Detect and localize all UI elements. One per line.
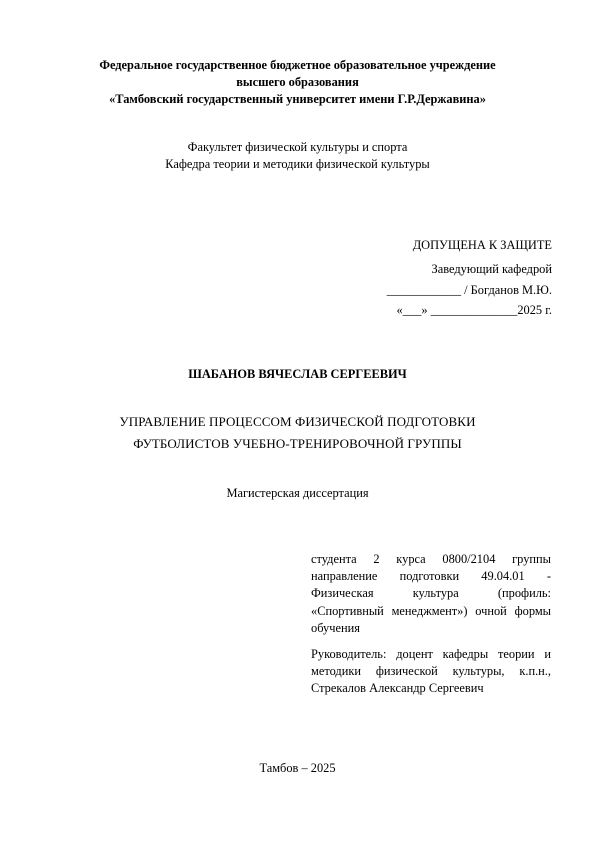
- author-name: ШАБАНОВ ВЯЧЕСЛАВ СЕРГЕЕВИЧ: [188, 367, 407, 381]
- org-name-line-3: «Тамбовский государственный университет имени Г.Р.Державина»: [109, 92, 486, 106]
- faculty-name: Факультет физической культуры и спорта: [187, 140, 408, 154]
- work-type: Магистерская диссертация: [226, 486, 369, 500]
- approval-head-title: Заведующий кафедрой: [431, 262, 552, 276]
- approval-signature-line: ____________ / Богданов М.Ю.: [386, 283, 552, 297]
- org-name-line-1: Федеральное государственное бюджетное образовательное учреждение: [99, 58, 496, 72]
- supervisor-info: Руководитель: доцент кафедры теории и методики физической культуры, к.п.н., Стрекалов Александр Сергеевич: [311, 647, 551, 696]
- approval-heading: ДОПУЩЕНА К ЗАЩИТЕ: [412, 238, 552, 252]
- thesis-title-line-2: ФУТБОЛИСТОВ УЧЕБНО-ТРЕНИРОВОЧНОЙ ГРУППЫ: [133, 436, 462, 451]
- approval-date-line: «___» ______________2025 г.: [396, 303, 552, 317]
- student-info: студента 2 курса 0800/2104 группы направление подготовки 49.04.01 - Физическая культура (профиль: «Спортивный менеджмент») очной формы обучения: [311, 552, 551, 635]
- city-year: Тамбов – 2025: [259, 761, 336, 775]
- thesis-title-line-1: УПРАВЛЕНИЕ ПРОЦЕССОМ ФИЗИЧЕСКОЙ ПОДГОТОВКИ: [119, 414, 476, 429]
- department-name: Кафедра теории и методики физической культуры: [165, 157, 430, 171]
- org-name-line-2: высшего образования: [236, 75, 359, 89]
